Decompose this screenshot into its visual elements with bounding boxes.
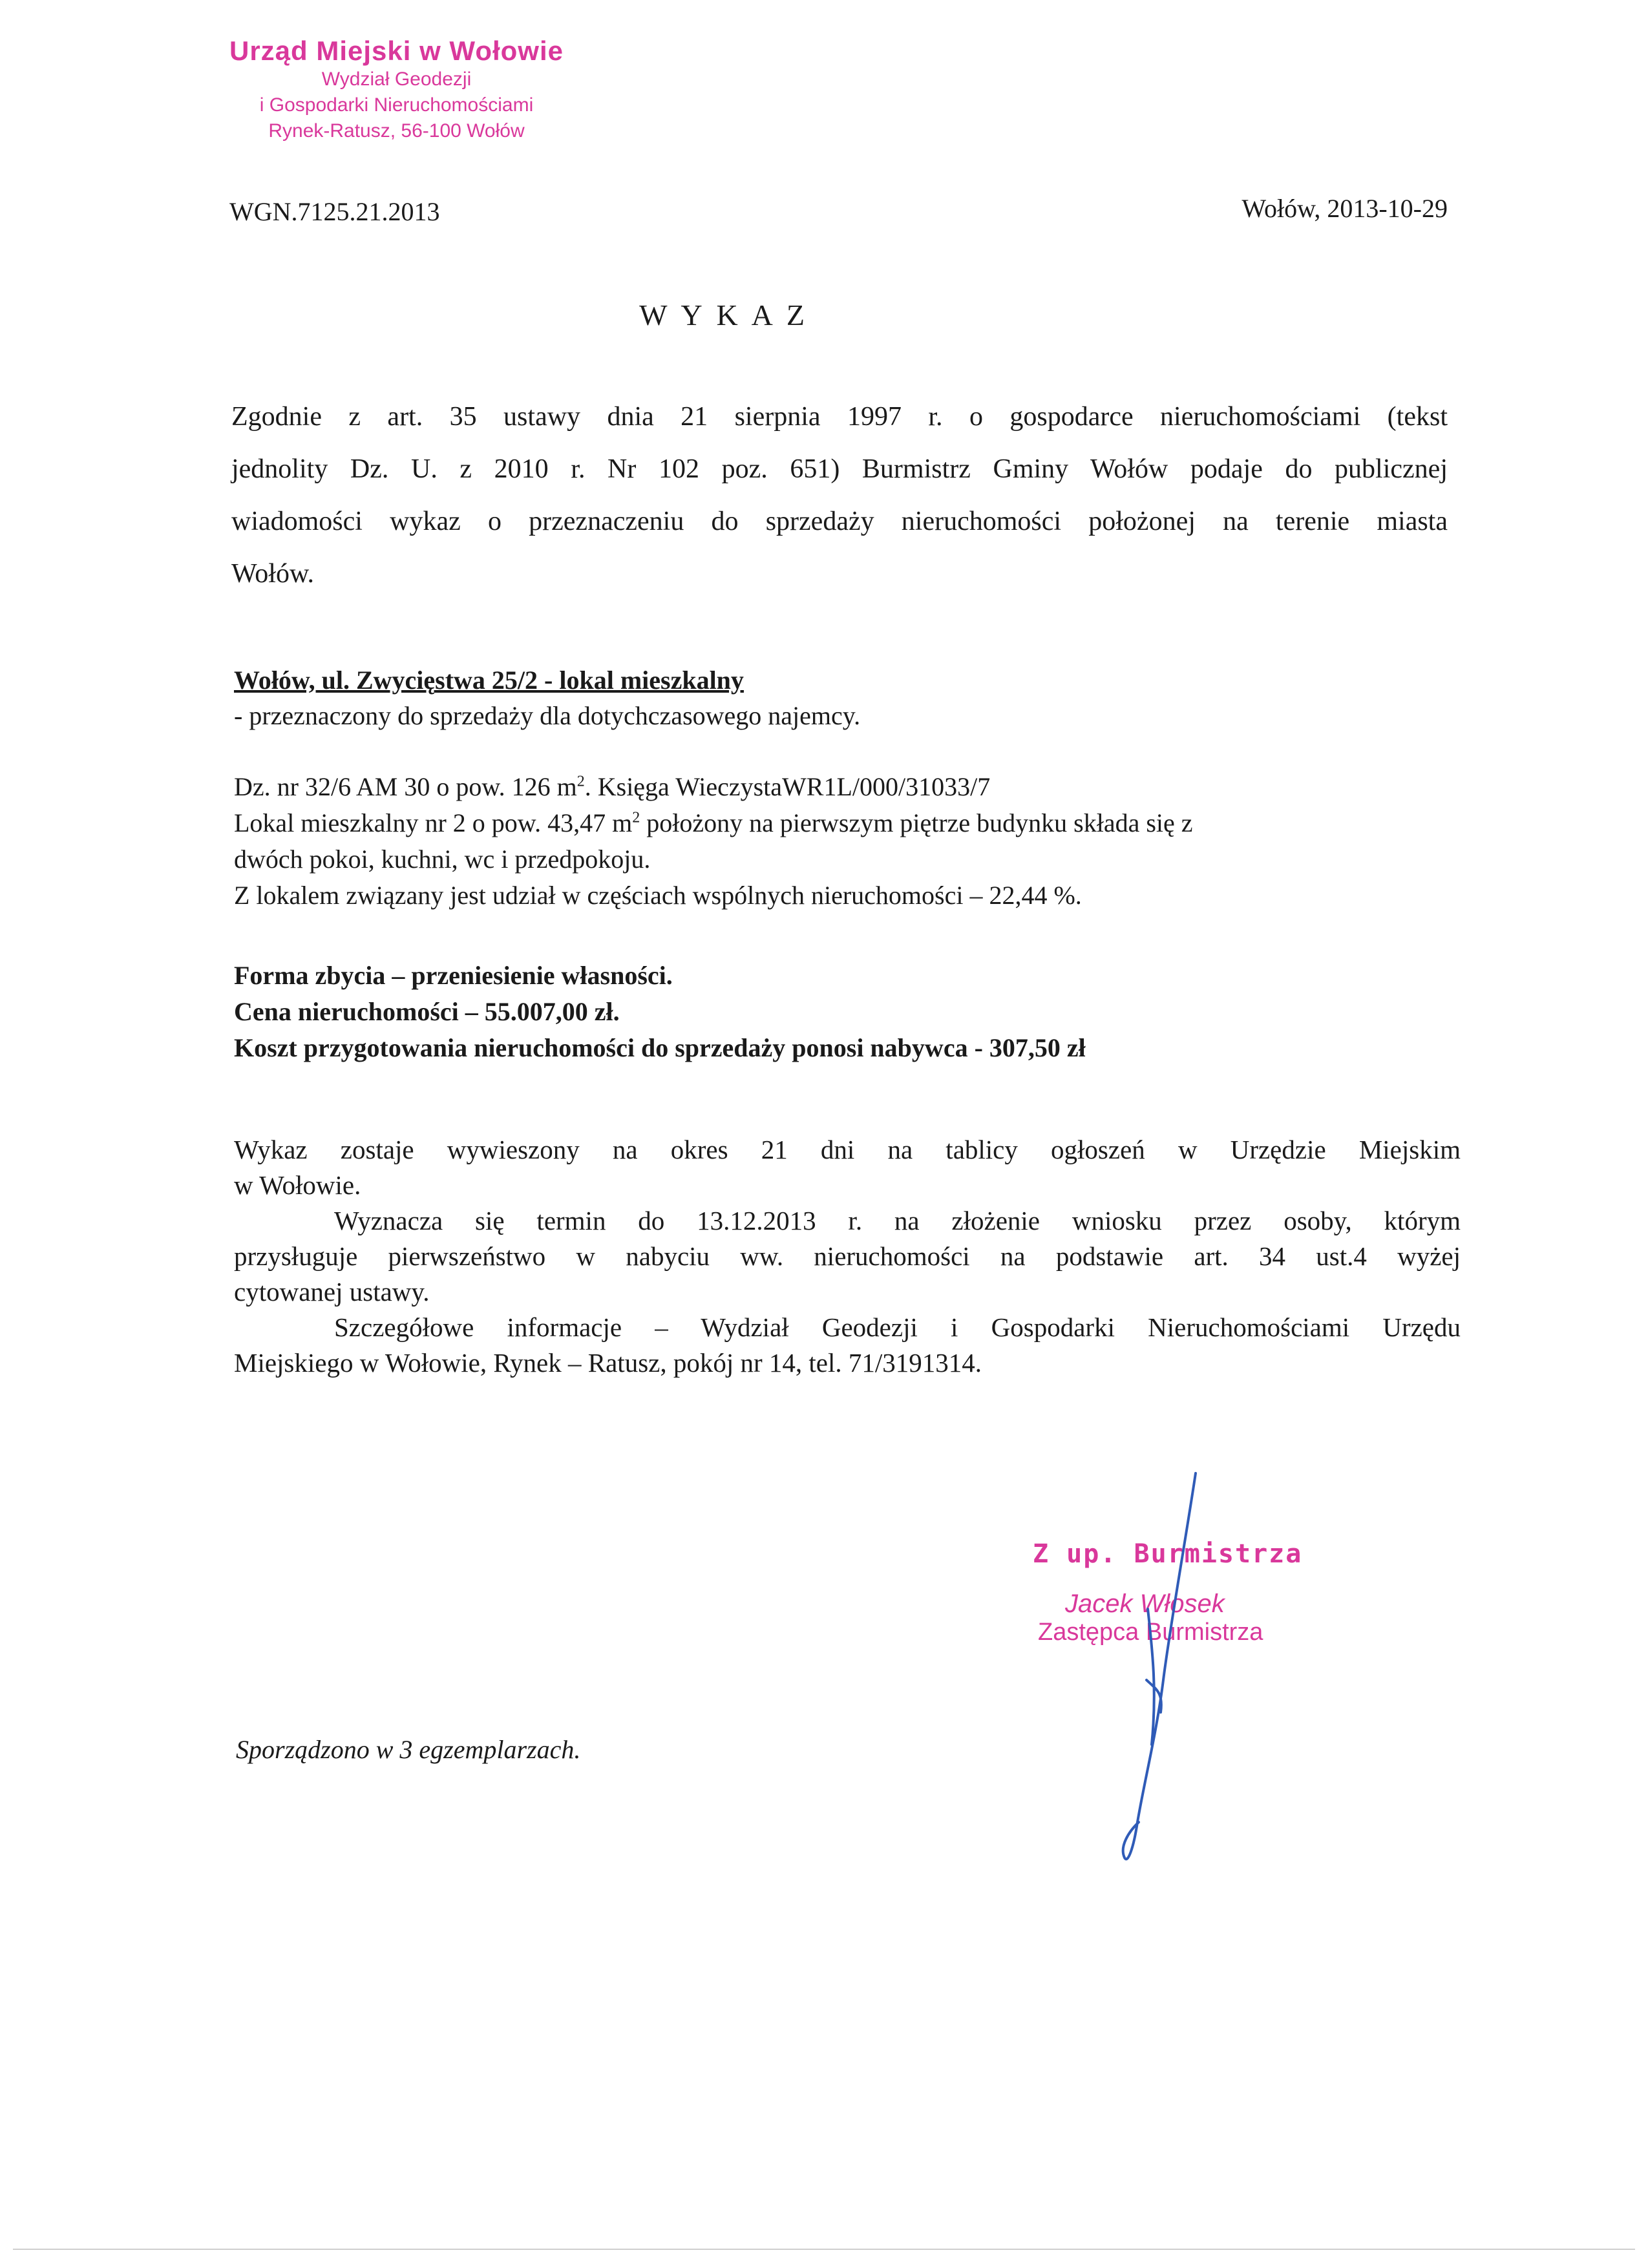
land-register-text: . Księga WieczystaWR1L/000/31033/7 (584, 772, 991, 801)
organization-name: Urząd Miejski w Wołowie (229, 36, 564, 66)
preparation-cost: Koszt przygotowania nieruchomości do sprzedaży ponosi nabywca - 307,50 zł (234, 1033, 1086, 1062)
unit-location-text: położony na pierwszym piętrze budynku składa się z (640, 808, 1193, 837)
document-title: W Y K A Z (639, 299, 808, 331)
signatory-position: Zastępca Burmistrza (1038, 1619, 1263, 1646)
unit-text: Lokal mieszkalny nr 2 o pow. 43,47 m (234, 808, 633, 837)
copies-note: Sporządzono w 3 egzemplarzach. (236, 1735, 581, 1764)
sale-price: Cena nieruchomości – 55.007,00 zł. (234, 997, 620, 1026)
property-heading: Wołów, ul. Zwycięstwa 25/2 - lokal mieszkalny (234, 666, 744, 695)
notice-p1-line-2: w Wołowie. (234, 1170, 361, 1200)
parcel-line (234, 769, 1462, 805)
notice-p2-line-2: przysługuje pierwszeństwo w nabyciu ww. nieruchomości na podstawie art. 34 ust.4 wyżej (234, 1241, 1461, 1271)
department-line-1: Wydział Geodezji (321, 68, 472, 90)
notice-p2-line-3: cytowanej ustawy. (234, 1277, 430, 1307)
handwritten-signature (1066, 1460, 1234, 1874)
department-line-2: i Gospodarki Nieruchomościami (259, 94, 534, 116)
intro-paragraph (231, 391, 1448, 600)
property-purpose: - przeznaczony do sprzedaży dla dotychczasowego najemcy. (234, 701, 861, 730)
signatory-name: Jacek Włosek (1065, 1590, 1225, 1618)
notice-p3-line-2: Miejskiego w Wołowie, Rynek – Ratusz, pokój nr 14, tel. 71/3191314. (234, 1348, 982, 1378)
notice-section (234, 1132, 1461, 1381)
notice-p2-line-1: Wyznacza się termin do 13.12.2013 r. na złożenie wniosku przez osoby, którym (334, 1206, 1461, 1235)
letterhead-stamp (229, 36, 564, 144)
page-bottom-edge (13, 2249, 1635, 2250)
intro-line-4: Wołów. (231, 559, 315, 589)
sale-terms (234, 958, 1086, 1066)
parcel-unit-sup: 2 (576, 773, 585, 790)
sale-form: Forma zbycia – przeniesienie własności. (234, 961, 673, 990)
share-line: Z lokalem związany jest udział w częściach wspólnych nieruchomości – 22,44 %. (234, 881, 1082, 910)
unit-rooms-line: dwóch pokoi, kuchni, wc i przedpokoju. (234, 845, 651, 874)
parcel-text: Dz. nr 32/6 AM 30 o pow. 126 m (234, 772, 577, 801)
notice-p3-line-1: Szczegółowe informacje – Wydział Geodezji i Gospodarki Nieruchomościami Urzędu (334, 1312, 1461, 1342)
office-address: Rynek-Ratusz, 56-100 Wołów (268, 120, 525, 142)
property-details (234, 769, 1462, 914)
intro-line-2: jednolity Dz. U. z 2010 r. Nr 102 poz. 651) Burmistrz Gminy Wołów podaje do publicznej (231, 454, 1448, 484)
place-date: Wołów, 2013-10-29 (1241, 194, 1448, 223)
unit-area-sup: 2 (632, 809, 640, 826)
intro-line-3: wiadomości wykaz o przeznaczeniu do sprzedaży nieruchomości położonej na terenie miasta (231, 507, 1448, 536)
notice-p1-line-1: Wykaz zostaje wywieszony na okres 21 dni na tablicy ogłoszeń w Urzędzie Miejskim (234, 1135, 1461, 1164)
signature-authority: Z up. Burmistrza (1033, 1539, 1303, 1569)
intro-line-1: Zgodnie z art. 35 ustawy dnia 21 sierpnia 1997 r. o gospodarce nieruchomościami (tekst (231, 402, 1448, 432)
reference-number: WGN.7125.21.2013 (229, 197, 440, 226)
unit-line (234, 805, 1462, 841)
